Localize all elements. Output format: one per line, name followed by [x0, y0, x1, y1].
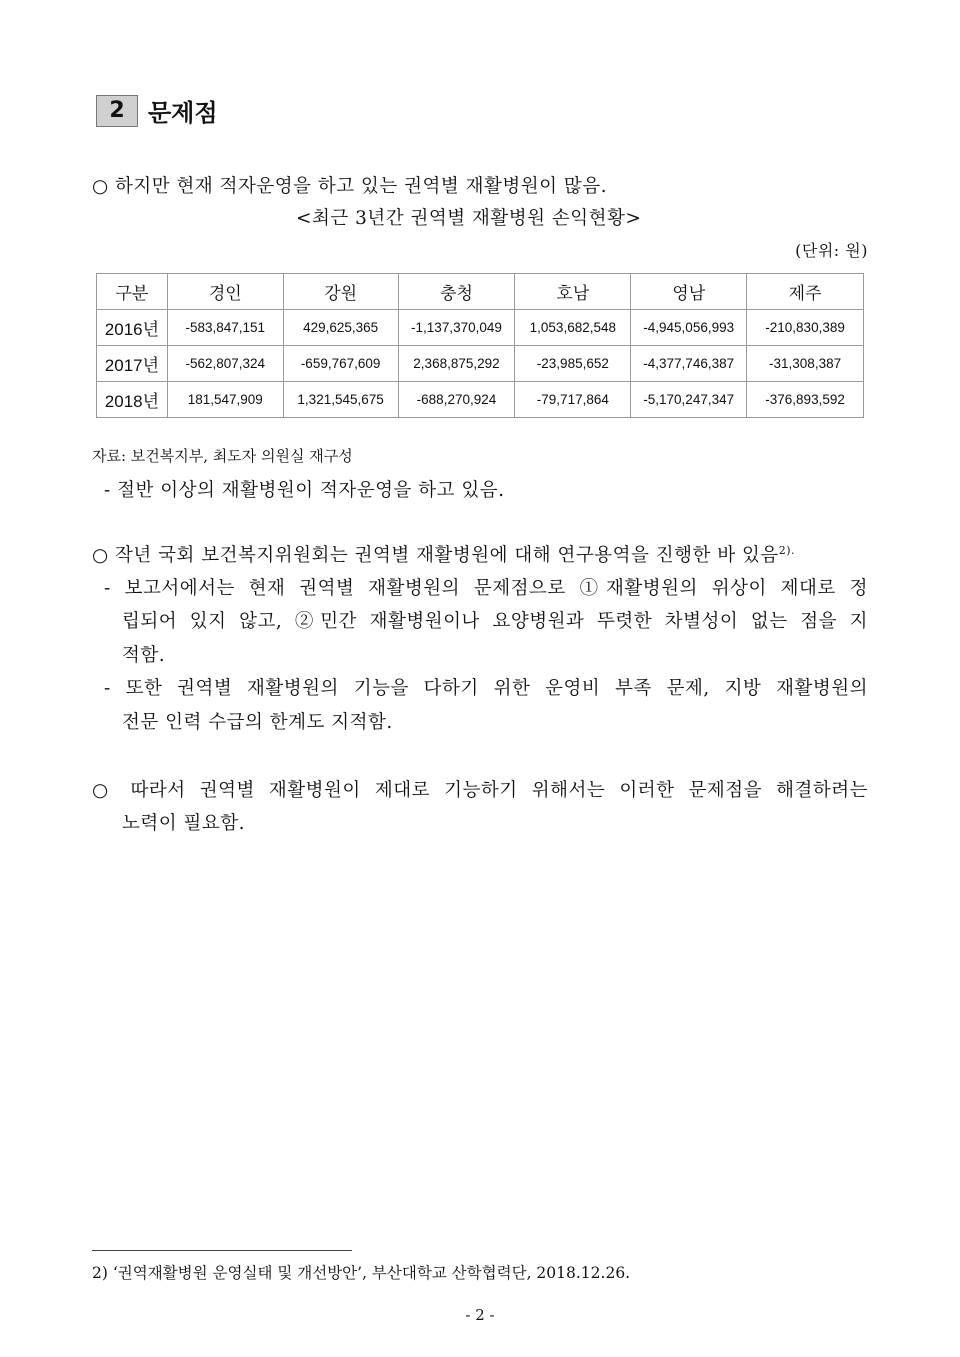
table-cell: -688,270,924 [398, 382, 515, 418]
table-cell: 429,625,365 [283, 310, 398, 346]
section-heading [96, 93, 218, 128]
table-cell: -4,945,056,993 [631, 310, 747, 346]
dash-item-3-line-2: 전문 인력 수급의 한계도 지적함. [122, 712, 393, 733]
table-row [97, 310, 864, 346]
table-header-row [97, 274, 864, 310]
table-cell: -4,377,746,387 [631, 346, 747, 382]
footnote-divider [92, 1250, 352, 1251]
paragraph-3-line-1: ○ 따라서 권역별 재활병원이 제대로 기능하기 위해서는 이러한 문제점을 해결하려는 [92, 780, 868, 801]
footnote: 2) ‘권역재활병원 운영실태 및 개선방안’, 부산대학교 산학협력단, 2018.12.26. [92, 1264, 631, 1282]
dash-item-1: - 절반 이상의 재활병원이 적자운영을 하고 있음. [104, 480, 505, 501]
bullet-circle: ○ [92, 176, 109, 197]
bullet-circle: ○ [92, 545, 109, 566]
table-cell: 181,547,909 [167, 382, 283, 418]
section-number: 2 [96, 95, 138, 127]
table-cell: 2,368,875,292 [398, 346, 515, 382]
column-header: 호남 [515, 274, 631, 310]
section-title: 문제점 [148, 99, 218, 127]
column-header: 충청 [398, 274, 515, 310]
table-cell: -562,807,324 [167, 346, 283, 382]
column-header: 제주 [747, 274, 864, 310]
paragraph-3-line-2: 노력이 필요함. [122, 813, 245, 834]
paragraph-text: 작년 국회 보건복지위원회는 권역별 재활병원에 대해 연구용역을 진행한 바 있음 [115, 545, 779, 566]
table-cell: 1,321,545,675 [283, 382, 398, 418]
table-cell: -659,767,609 [283, 346, 398, 382]
table-cell: -5,170,247,347 [631, 382, 747, 418]
page-number: - 2 - [465, 1306, 495, 1324]
source-note: 자료: 보건복지부, 최도자 의원실 재구성 [92, 447, 353, 465]
dash-item-2-line-3: 적함. [122, 645, 166, 666]
footnote-ref: 2). [778, 543, 796, 557]
table-cell: -23,985,652 [515, 346, 631, 382]
year-cell: 2018년 [97, 382, 168, 418]
column-header: 경인 [167, 274, 283, 310]
table-cell: 1,053,682,548 [515, 310, 631, 346]
table-row [97, 382, 864, 418]
table-cell: -210,830,389 [747, 310, 864, 346]
dash-item-3-line-1: - 또한 권역별 재활병원의 기능을 다하기 위한 운영비 부족 문제, 지방 재활병원의 [104, 678, 868, 699]
year-cell: 2016년 [97, 310, 168, 346]
dash-item-2-line-1: - 보고서에서는 현재 권역별 재활병원의 문제점으로 ①재활병원의 위상이 제대로 정 [104, 578, 868, 599]
table-row [97, 346, 864, 382]
year-cell: 2017년 [97, 346, 168, 382]
paragraph-2 [92, 541, 795, 567]
paragraph-1 [92, 172, 607, 198]
table-caption: <최근 3년간 권역별 재활병원 손익현황> [296, 208, 642, 229]
dash-item-2-line-2: 립되어 있지 않고, ②민간 재활병원이나 요양병원과 뚜렷한 차별성이 없는 점을 지 [122, 611, 868, 632]
paragraph-text: 하지만 현재 적자운영을 하고 있는 권역별 재활병원이 많음. [115, 176, 607, 197]
unit-label: (단위: 원) [795, 241, 868, 260]
column-header: 강원 [283, 274, 398, 310]
column-header: 영남 [631, 274, 747, 310]
table-cell: -79,717,864 [515, 382, 631, 418]
column-header: 구분 [97, 274, 168, 310]
table-cell: -31,308,387 [747, 346, 864, 382]
table-cell: -376,893,592 [747, 382, 864, 418]
table-cell: -1,137,370,049 [398, 310, 515, 346]
profit-loss-table [96, 273, 864, 418]
table-cell: -583,847,151 [167, 310, 283, 346]
